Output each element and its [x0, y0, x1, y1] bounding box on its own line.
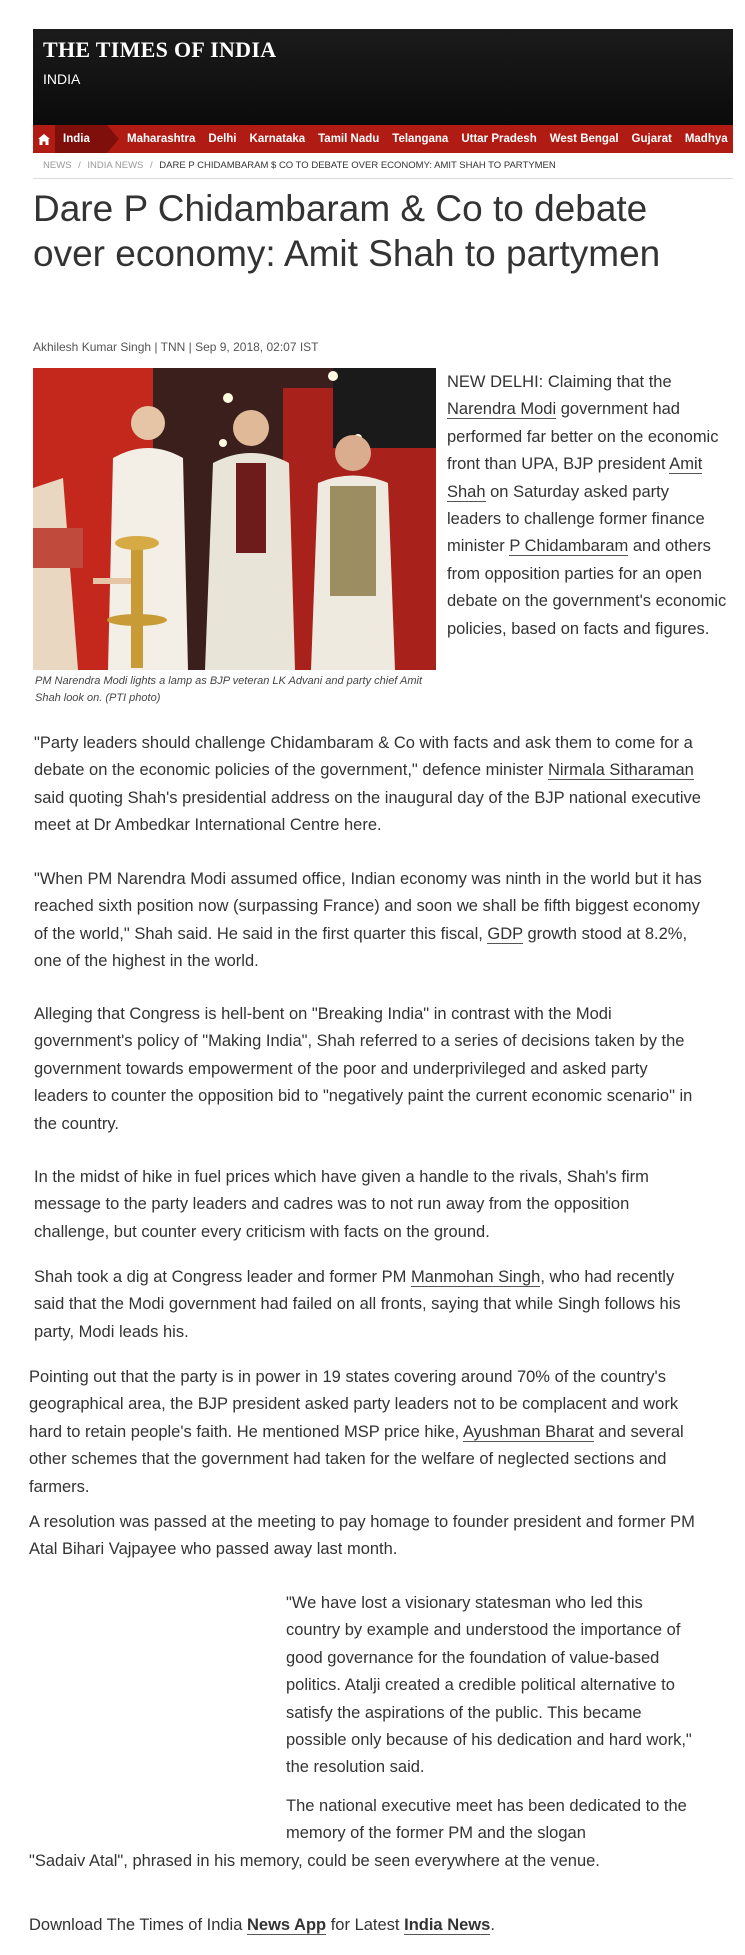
article-paragraph-8: A resolution was passed at the meeting to pay homage to founder president and former PM Atal Bihari Vajpayee who passed away last month. — [29, 1513, 695, 1559]
article-byline: Akhilesh Kumar Singh | TNN | Sep 9, 2018, 02:07 IST — [33, 340, 319, 354]
nav-item-india[interactable]: India — [55, 125, 107, 153]
link-amit-shah[interactable]: Amit Shah — [447, 455, 703, 501]
text: said quoting Shah's presidential address on the inaugural day of the BJP national executive meet at Dr Ambedkar International Centre here. — [34, 788, 701, 835]
nav-item-telangana[interactable]: Telangana — [392, 133, 449, 145]
edition-label: INDIA — [43, 71, 81, 87]
site-logo[interactable]: THE TIMES OF INDIA — [43, 37, 277, 62]
article-paragraph-2 — [34, 730, 706, 840]
breadcrumb-india-news[interactable]: INDIA NEWS — [87, 160, 144, 171]
news-app-link[interactable]: News App — [246, 1916, 327, 1934]
nav-item-maharashtra[interactable]: Maharashtra — [127, 133, 196, 145]
link-p-chidambaram[interactable]: P Chidambaram — [509, 537, 629, 556]
nav-item-karnataka[interactable]: Karnataka — [249, 133, 306, 145]
nav-item-madhya[interactable]: Madhya — [684, 133, 728, 145]
article-paragraph-7 — [29, 1364, 697, 1501]
text: government had performed far better on the economic front than UPA, BJP president — [447, 400, 719, 474]
link-manmohan-singh[interactable]: Manmohan Singh — [410, 1268, 541, 1286]
text: "Party leaders should challenge Chidambaram & Co with facts and ask them to come for a debate on the economic policies of the government," defence minister — [34, 734, 693, 780]
article-paragraph-5: In the midst of hike in fuel prices which have given a handle to the rivals, Shah's firm message to the party leaders and cadres was to not run away from the opposition challenge, but counter every criticism with facts on the ground. — [34, 1168, 649, 1241]
text: on Saturday asked party leaders to challenge former finance minister — [447, 482, 705, 556]
article-photo-illustration — [33, 368, 436, 670]
breadcrumb-separator: / — [150, 160, 153, 171]
breadcrumb — [43, 160, 556, 171]
link-narendra-modi[interactable]: Narendra Modi — [447, 400, 557, 419]
nav-item-tamil-nadu[interactable]: Tamil Nadu — [318, 133, 380, 145]
text: growth stood at 8.2%, one of the highest in the world. — [34, 924, 688, 971]
text: . — [490, 1916, 495, 1934]
divider — [33, 178, 733, 179]
download-app-note — [29, 1916, 495, 1935]
text: , who had recently said that the Modi government had failed on all fronts, saying that while Singh follows his party, Modi leads his. — [34, 1268, 681, 1341]
link-ayushman-bharat[interactable]: Ayushman Bharat — [462, 1422, 594, 1441]
text: and several other schemes that the government had taken for the welfare of neglected sections and farmers. — [29, 1422, 684, 1496]
nav-item-gujarat[interactable]: Gujarat — [631, 133, 672, 145]
nav-item-uttar-pradesh[interactable]: Uttar Pradesh — [461, 133, 537, 145]
text: and others from opposition parties for an open debate on the government's economic policies, based on facts and figures. — [447, 537, 727, 638]
photo-caption: PM Narendra Modi lights a lamp as BJP veteran LK Advani and party chief Amit Shah look on. (PTI photo) — [35, 675, 423, 704]
article-paragraph-10-continued: "Sadaiv Atal", phrased in his memory, could be seen everywhere at the venue. — [29, 1852, 600, 1870]
breadcrumb-separator: / — [78, 160, 81, 171]
breadcrumb-current: DARE P CHIDAMBARAM $ CO TO DEBATE OVER ECONOMY: AMIT SHAH TO PARTYMEN — [159, 160, 556, 171]
breadcrumb-news[interactable]: NEWS — [43, 160, 72, 171]
text: NEW DELHI: Claiming that the — [447, 373, 672, 391]
home-icon[interactable] — [33, 125, 55, 153]
masthead — [33, 29, 733, 125]
text: Download The Times of India — [29, 1916, 247, 1934]
section-nav — [33, 125, 733, 153]
india-news-link[interactable]: India News — [404, 1916, 491, 1934]
text: for Latest — [326, 1916, 405, 1934]
article-photo — [33, 368, 436, 670]
article-paragraph-9: "We have lost a visionary statesman who led this country by example and understood the importance of good governance for the foundation of value-based politics. Atalji created a credible political alternative to satisfy the aspirations of the public. This became possible only because of his dedication and hard work," the resolution said. — [286, 1594, 692, 1777]
nav-active-arrow — [107, 125, 119, 153]
article-headline: Dare P Chidambaram & Co to debate over economy: Amit Shah to partymen — [33, 188, 661, 274]
article-paragraph-10: The national executive meet has been dedicated to the memory of the former PM and the slogan — [286, 1797, 687, 1843]
article-paragraph-1 — [447, 369, 727, 643]
text: Shah took a dig at Congress leader and former PM — [34, 1268, 411, 1286]
link-gdp[interactable]: GDP — [487, 924, 523, 943]
nav-item-delhi[interactable]: Delhi — [208, 133, 237, 145]
article-paragraph-3 — [34, 866, 706, 976]
link-nirmala-sitharaman[interactable]: Nirmala Sitharaman — [548, 761, 694, 780]
text: Pointing out that the party is in power in 19 states covering around 70% of the country's geographical area, the BJP president asked party leaders not to be complacent and work hard to retain people's faith. He mentioned MSP price hike, — [29, 1368, 679, 1441]
article-paragraph-6 — [34, 1264, 699, 1346]
article-paragraph-4: Alleging that Congress is hell-bent on "Breaking India" in contrast with the Modi government's policy of "Making India", Shah referred to a series of decisions taken by the government towards empowerment of the poor and underprivileged and asked party leaders to counter the opposition bid to "negatively paint the current economic scenario" in the country. — [34, 1005, 693, 1133]
text: "When PM Narendra Modi assumed office, Indian economy was ninth in the world but it has reached sixth position now (surpassing France) and soon we shall be fifth biggest economy of the world," Shah said. He said in the first quarter this fiscal, — [34, 870, 702, 943]
nav-item-west-bengal[interactable]: West Bengal — [549, 133, 619, 145]
